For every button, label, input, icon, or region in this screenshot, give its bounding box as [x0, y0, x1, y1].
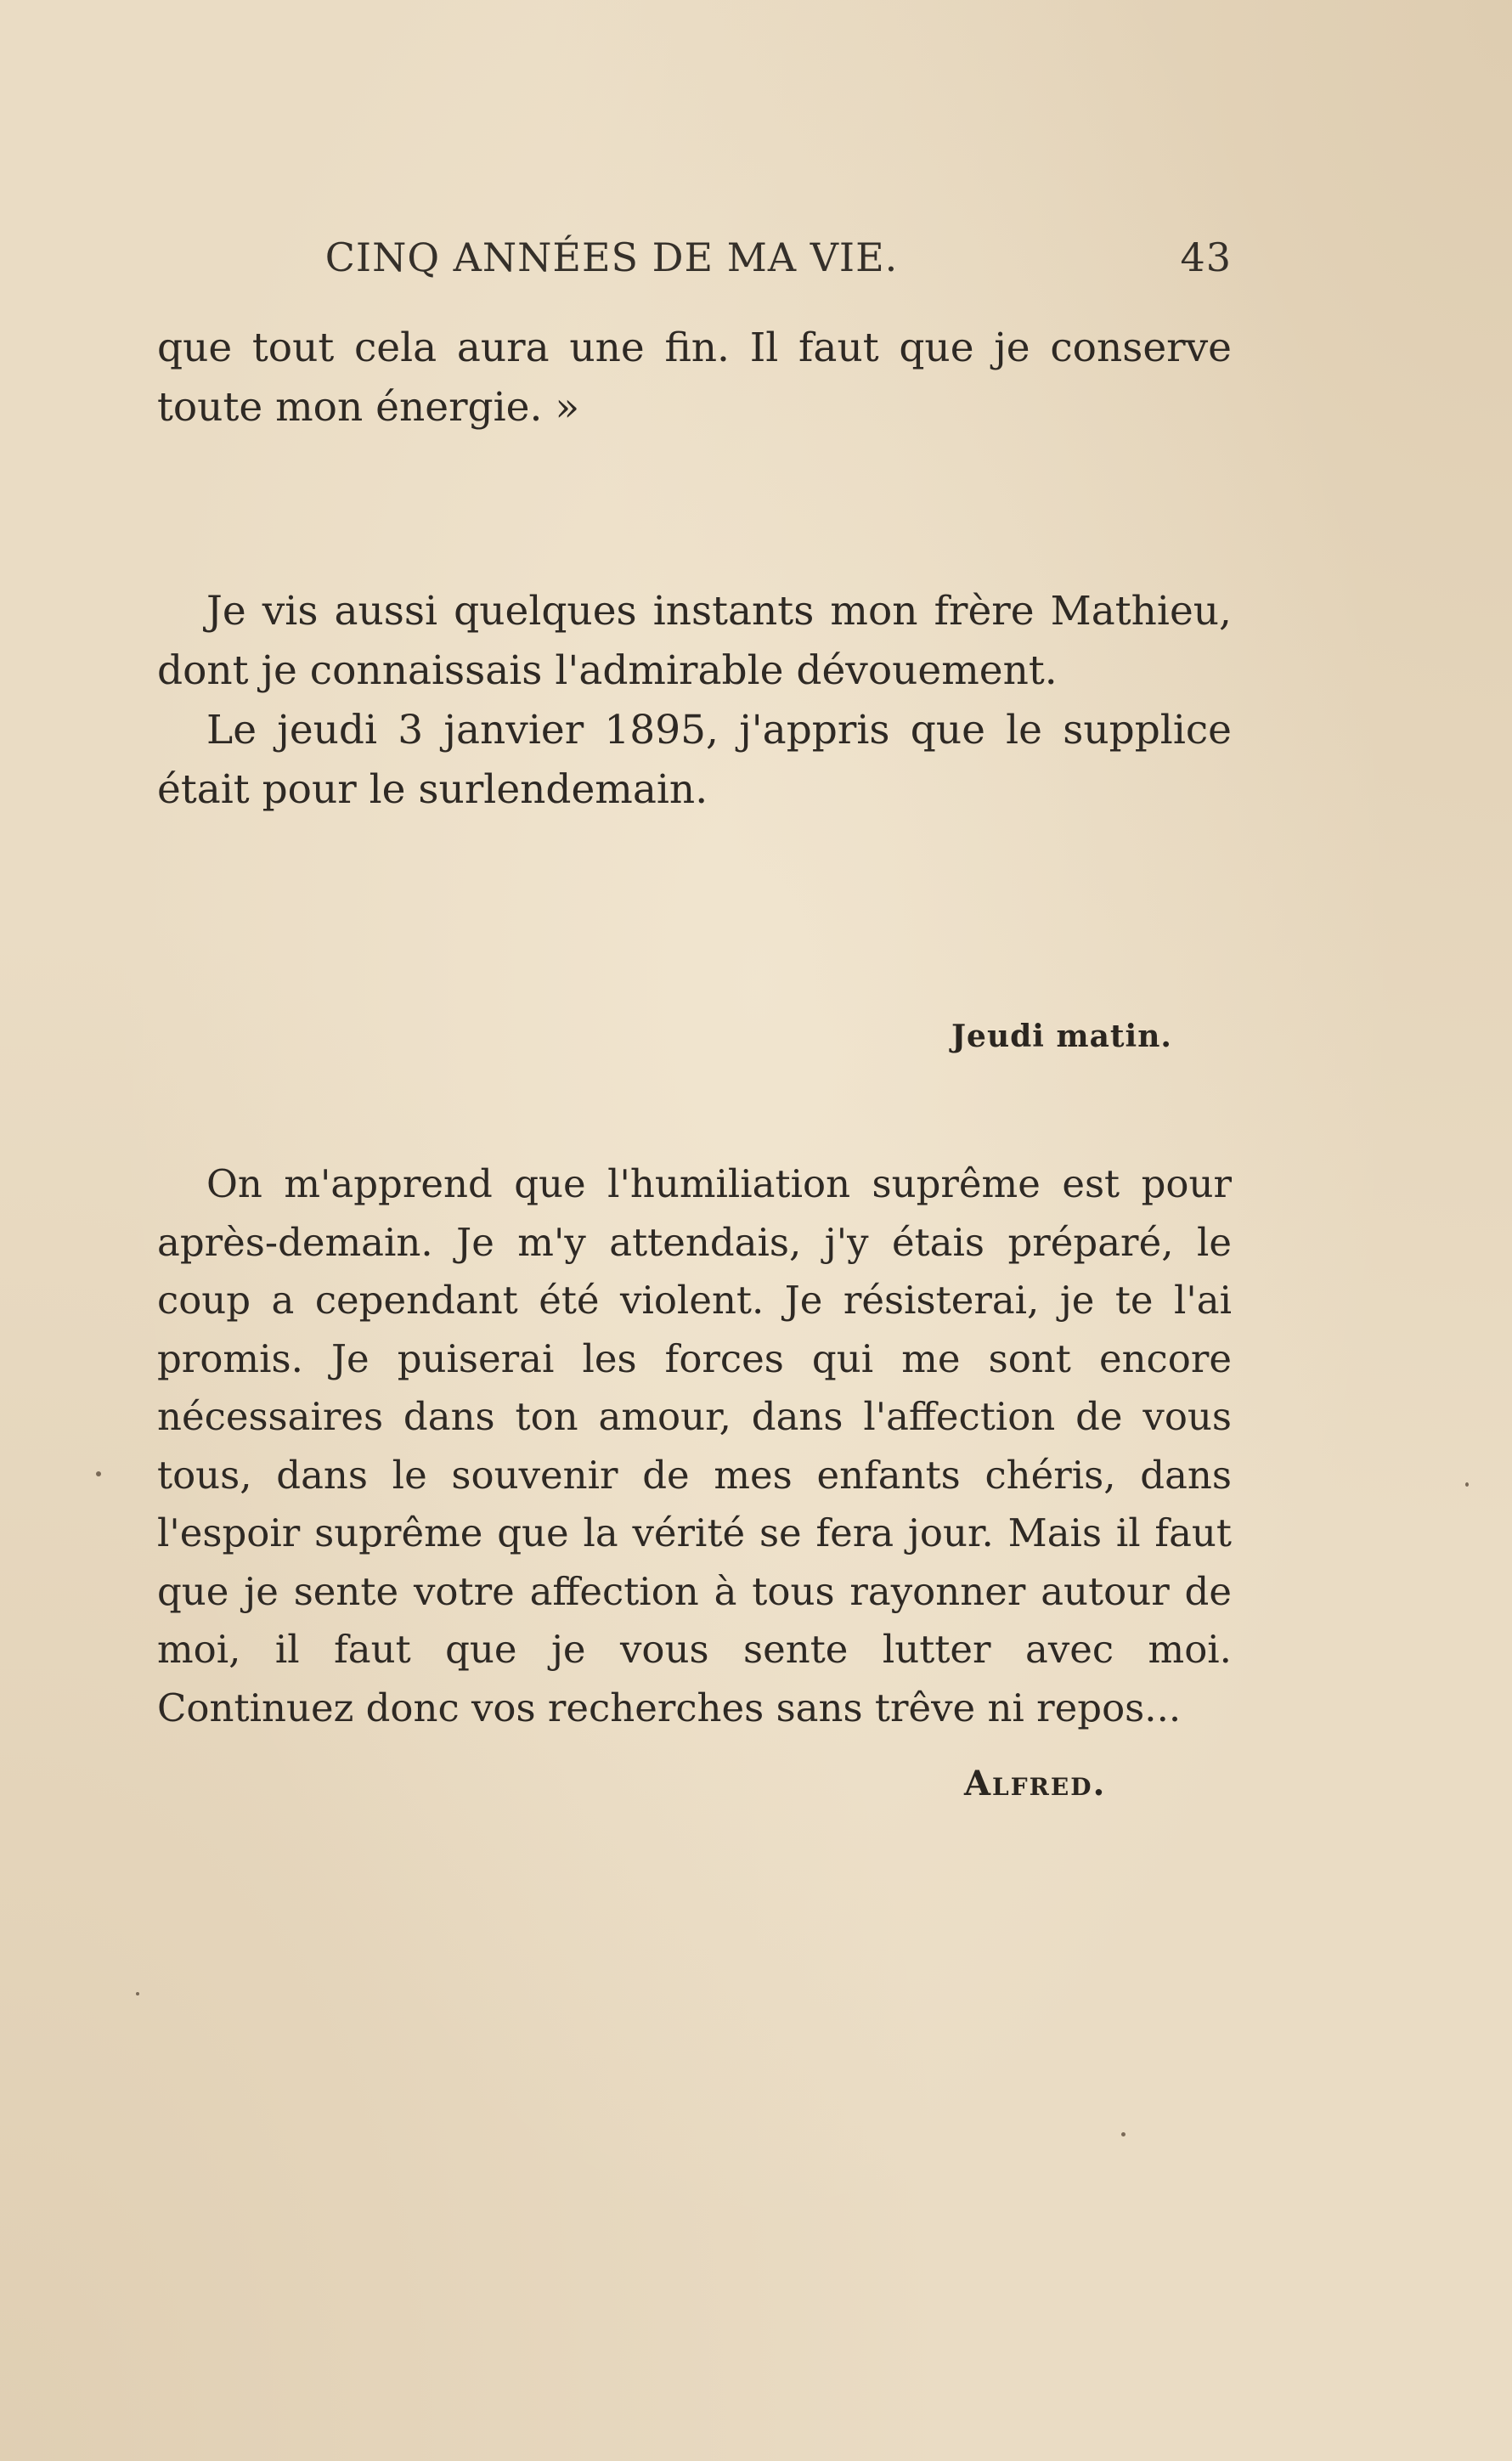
narrative-block — [157, 582, 1232, 820]
paragraph-supplice: Le jeudi 3 janvier 1895, j'appris que le supplice était pour le surlendemain. — [157, 707, 1232, 813]
letter-body — [157, 1155, 1232, 1737]
letter-paragraph: On m'apprend que l'humiliation suprême est pour après-demain. Je m'y attendais, j'y étais préparé, le coup a cependant été violent. Je résisterai, je te l'ai promis. Je puiserai les forces qui me sont encore nécessaires dans ton amour, dans l'affection de vous tous, dans le souvenir de mes enfants chéris, dans l'espoir suprême que la vérité se fera jour. Mais il faut que je sente votre affection à tous rayonner autour de moi, il faut que je vous sente lutter avec moi. Continuez donc vos recherches sans trêve ni repos... — [157, 1161, 1232, 1730]
page-header — [157, 228, 1232, 287]
letter-signature: Alfred. — [964, 1764, 1107, 1803]
running-title: CINQ ANNÉES DE MA VIE. — [324, 234, 899, 280]
paper-speck — [96, 1471, 101, 1476]
paper-speck — [1121, 2132, 1126, 2136]
paragraph-mathieu: Je vis aussi quelques instants mon frère Mathieu, dont je connaissais l'admirable dévouement. — [157, 588, 1232, 694]
paper-speck — [1465, 1482, 1469, 1487]
paragraph-continuation — [157, 319, 1232, 437]
paragraph-text: que tout cela aura une fin. Il faut que je conserve toute mon énergie. » — [157, 325, 1232, 431]
letter-dateline: Jeudi matin. — [951, 1019, 1172, 1054]
page-number: 43 — [1180, 234, 1232, 280]
paper-speck — [136, 1992, 139, 1995]
